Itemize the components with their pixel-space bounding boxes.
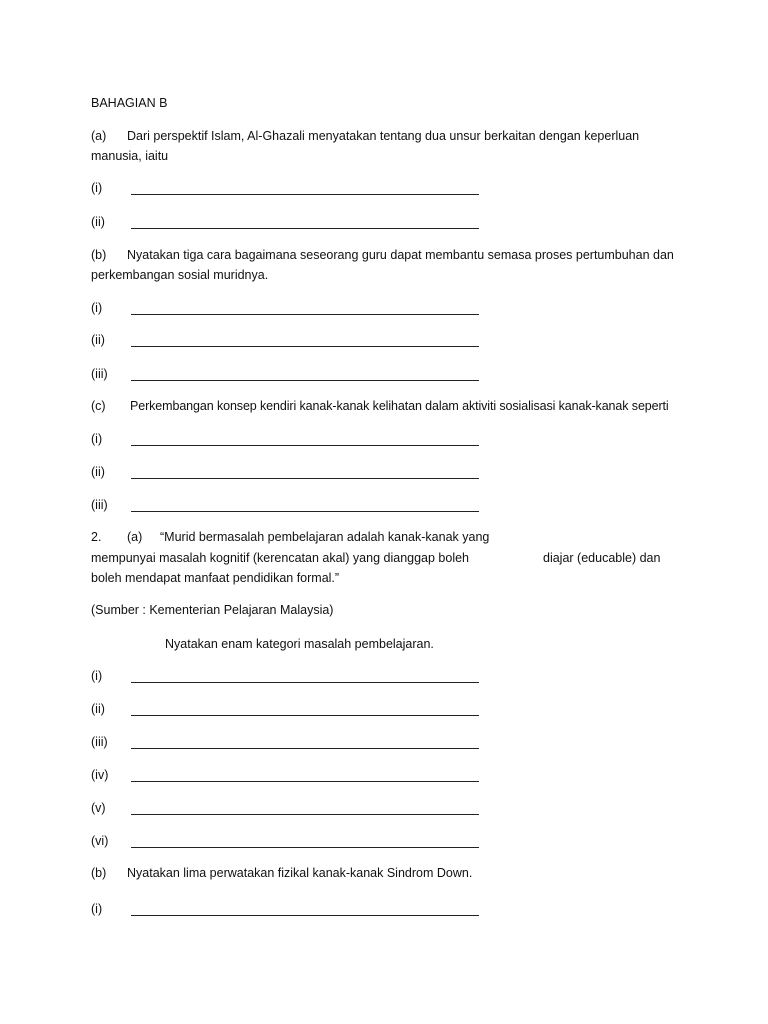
q2a-instruction: Nyatakan enam kategori masalah pembelajaran. xyxy=(165,637,434,651)
section-heading: BAHAGIAN B xyxy=(91,96,168,110)
q1c-text-line1: Perkembangan konsep kendiri kanak-kanak kelihatan dalam aktiviti sosialisasi kanak-kanak seperti xyxy=(130,399,669,413)
q2a-quote-line1: “Murid bermasalah pembelajaran adalah kanak-kanak yang xyxy=(160,530,490,544)
q2a-quote-line2-end: diajar (educable) dan xyxy=(543,551,661,565)
answer-line[interactable] xyxy=(131,380,479,381)
answer-line[interactable] xyxy=(131,814,479,815)
q2a-item-number: (v) xyxy=(91,801,106,815)
answer-line[interactable] xyxy=(131,781,479,782)
q1c-item-number: (ii) xyxy=(91,465,105,479)
answer-line[interactable] xyxy=(131,194,479,195)
answer-line[interactable] xyxy=(131,748,479,749)
q2a-item-number: (vi) xyxy=(91,834,109,848)
q2b-text-line1: Nyatakan lima perwatakan fizikal kanak-kanak Sindrom Down. xyxy=(127,866,473,880)
q2a-item-number: (ii) xyxy=(91,702,105,716)
answer-line[interactable] xyxy=(131,847,479,848)
answer-line[interactable] xyxy=(131,445,479,446)
q1b-item-number: (i) xyxy=(91,301,103,315)
q2a-quote-line2: mempunyai masalah kognitif (kerencatan akal) yang dianggap boleh xyxy=(91,551,470,565)
answer-line[interactable] xyxy=(131,511,479,512)
q2b-label: (b) xyxy=(91,866,107,880)
q2-number: 2. xyxy=(91,530,102,544)
q1b-text-line2: perkembangan sosial muridnya. xyxy=(91,268,269,282)
q1a-text-line1: Dari perspektif Islam, Al-Ghazali menyatakan tentang dua unsur berkaitan dengan keperluan xyxy=(127,129,640,143)
q1a-item-number: (ii) xyxy=(91,215,105,229)
answer-line[interactable] xyxy=(131,682,479,683)
answer-line[interactable] xyxy=(131,346,479,347)
q2a-item-number: (iii) xyxy=(91,735,108,749)
q2a-label: (a) xyxy=(127,530,143,544)
q1b-item-number: (iii) xyxy=(91,367,108,381)
answer-line[interactable] xyxy=(131,915,479,916)
q1b-label: (b) xyxy=(91,248,107,262)
q1c-item-number: (iii) xyxy=(91,498,108,512)
q2a-item-number: (iv) xyxy=(91,768,109,782)
q1a-label: (a) xyxy=(91,129,107,143)
q2a-item-number: (i) xyxy=(91,669,103,683)
q2a-quote-line3: boleh mendapat manfaat pendidikan formal.” xyxy=(91,571,340,585)
q1b-item-number: (ii) xyxy=(91,333,105,347)
q1c-label: (c) xyxy=(91,399,106,413)
q2a-source: (Sumber : Kementerian Pelajaran Malaysia) xyxy=(91,603,334,617)
answer-line[interactable] xyxy=(131,715,479,716)
q1b-text-line1: Nyatakan tiga cara bagaimana seseorang guru dapat membantu semasa proses pertumbuhan dan xyxy=(127,248,674,262)
q1c-item-number: (i) xyxy=(91,432,103,446)
answer-line[interactable] xyxy=(131,314,479,315)
q1a-text-line2: manusia, iaitu xyxy=(91,149,169,163)
q2b-item-number: (i) xyxy=(91,902,103,916)
answer-line[interactable] xyxy=(131,478,479,479)
answer-line[interactable] xyxy=(131,228,479,229)
q1a-item-number: (i) xyxy=(91,181,103,195)
